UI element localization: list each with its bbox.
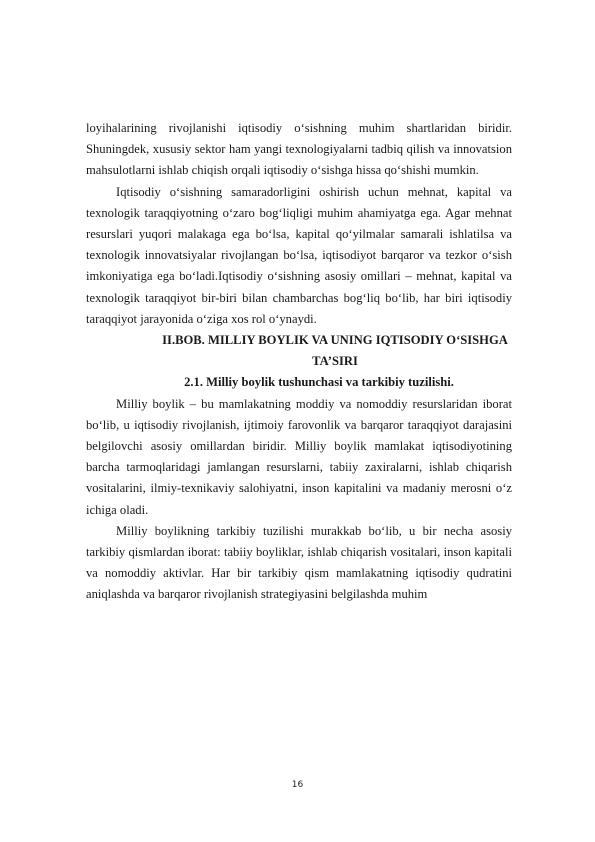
chapter-heading bbox=[86, 330, 512, 372]
paragraph-national-wealth: Milliy boylik – bu mamlakatning moddiy va nomoddiy resurslaridan iborat bo‘lib, u iqtisodiy rivojlanish, ijtimoiy farovonlik va barqaror taraqqiyot darajasini belgilovchi asosiy omillardan biridir. Milliy boylik mamlakat iqtisodiyotining barcha tarmoqlaridagi jamlangan resurslarni, tabiiy zaxiralarni, ishlab chiqarish vositalarini, ilmiy-texnikaviy salohiyatni, inson kapitalini va madaniy merosni o‘z ichiga oladi. bbox=[86, 396, 512, 517]
paragraph-growth-efficiency: Iqtisodiy o‘sishning samaradorligini oshirish uchun mehnat, kapital va texnologik taraqqiyotning o‘zaro bog‘liqligi muhim ahamiyatga ega. Agar mehnat resurslari yuqori malakaga ega bo‘lsa, kapital qo‘yilmalar samarali ishlatilsa va texnologik innovatsiyalar rivojlangan bo‘lsa, iqtisodiyot barqaror va tezkor o‘sish imkoniyatiga ega bo‘ladi.Iqtisodiy o‘sishning asosiy omillari – mehnat, kapital va texnologik taraqqiyot bir-biri bilan chambarchas bog‘liq bo‘lib, har biri iqtisodiy taraqqiyot jarayonida o‘ziga xos rol o‘ynaydi. bbox=[86, 184, 512, 326]
chapter-heading-line1: II.BOB. MILLIY BOYLIK VA UNING IQTISODIY O‘SISHGA bbox=[162, 333, 508, 348]
paragraph-continuation: loyihalarining rivojlanishi iqtisodiy o‘sishning muhim shartlaridan biridir. Shuningdek, xususiy sektor ham yangi texnologiyalarni tadbiq qilish va innovatsion mahsulotlarni ishlab chiqish orqali iqtisodiy o‘sishga hissa qo‘shishi mumkin. bbox=[86, 121, 512, 178]
chapter-heading-line2: TA’SIRI bbox=[312, 354, 358, 369]
page-number: 16 bbox=[291, 780, 304, 790]
paragraph-wealth-structure: Milliy boylikning tarkibiy tuzilishi murakkab bo‘lib, u bir necha asosiy tarkibiy qismlardan iborat: tabiiy boyliklar, ishlab chiqarish vositalari, inson kapitali va nomoddiy aktivlar. Har bir tarkibiy qism mamlakatning iqtisodiy qudratini aniqlashda va barqaror rivojlanish strategiyasini belgilashda muhim bbox=[86, 523, 512, 602]
section-heading: 2.1. Milliy boylik tushunchasi va tarkibiy tuzilishi. bbox=[184, 375, 454, 390]
document-page bbox=[86, 118, 512, 606]
